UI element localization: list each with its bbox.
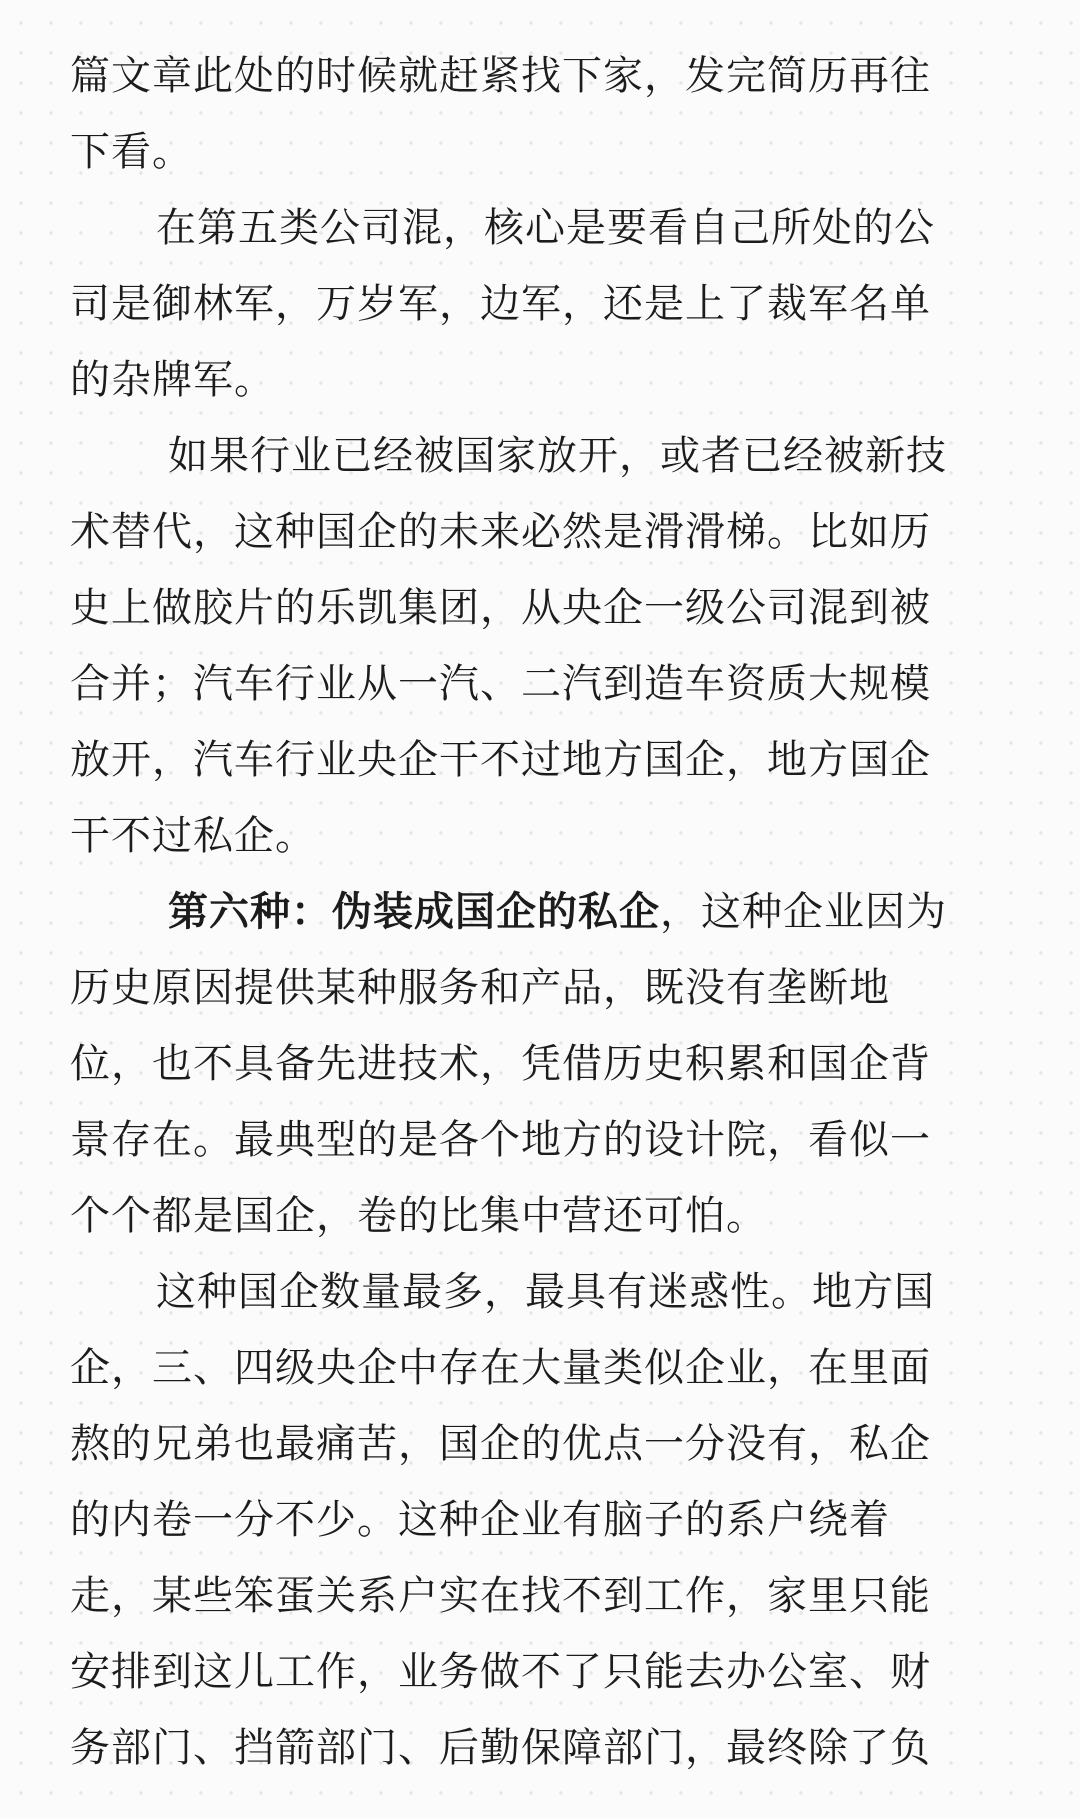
text-line: 个个都是国企，卷的比集中营还可怕。 [70, 1193, 767, 1239]
text-span: ，这种企业因为 [660, 889, 947, 935]
text-line: 的杂牌军。 [70, 357, 275, 403]
paragraph-start-line: 如果行业已经被国家放开，或者已经被新技 [168, 433, 947, 479]
paragraph-start-line: 在第五类公司混，核心是要看自己所处的公 [156, 205, 935, 251]
text-line: 的内卷一分不少。这种企业有脑子的系户绕着 [70, 1497, 890, 1543]
text-line: 术替代，这种国企的未来必然是滑滑梯。比如历 [70, 509, 931, 555]
section-heading-bold: 第六种：伪装成国企的私企 [168, 889, 660, 935]
text-line: 走，某些笨蛋关系户实在找不到工作，家里只能 [70, 1573, 931, 1619]
text-line: 司是御林军，万岁军，边军，还是上了裁军名单 [70, 281, 931, 327]
text-line: 位，也不具备先进技术，凭借历史积累和国企背 [70, 1041, 931, 1087]
paragraph-start-line [70, 874, 1010, 950]
text-line: 史上做胶片的乐凯集团，从央企一级公司混到被 [70, 585, 931, 631]
text-line: 历史原因提供某种服务和产品，既没有垄断地 [70, 965, 890, 1011]
text-line: 干不过私企。 [70, 813, 316, 859]
text-line: 合并；汽车行业从一汽、二汽到造车资质大规模 [70, 661, 931, 707]
paragraph-start-line: 这种国企数量最多，最具有迷惑性。地方国 [156, 1269, 935, 1315]
article-body [70, 38, 1010, 1786]
text-line: 景存在。最典型的是各个地方的设计院，看似一 [70, 1117, 931, 1163]
text-line: 放开，汽车行业央企干不过地方国企，地方国企 [70, 737, 931, 783]
text-line: 熬的兄弟也最痛苦，国企的优点一分没有，私企 [70, 1421, 931, 1467]
text-line: 安排到这儿工作，业务做不了只能去办公室、财 [70, 1649, 931, 1695]
text-line: 篇文章此处的时候就赶紧找下家，发完简历再往 [70, 53, 931, 99]
text-line: 下看。 [70, 129, 193, 175]
text-line: 企，三、四级央企中存在大量类似企业，在里面 [70, 1345, 931, 1391]
text-line: 务部门、挡箭部门、后勤保障部门，最终除了负 [70, 1725, 931, 1771]
